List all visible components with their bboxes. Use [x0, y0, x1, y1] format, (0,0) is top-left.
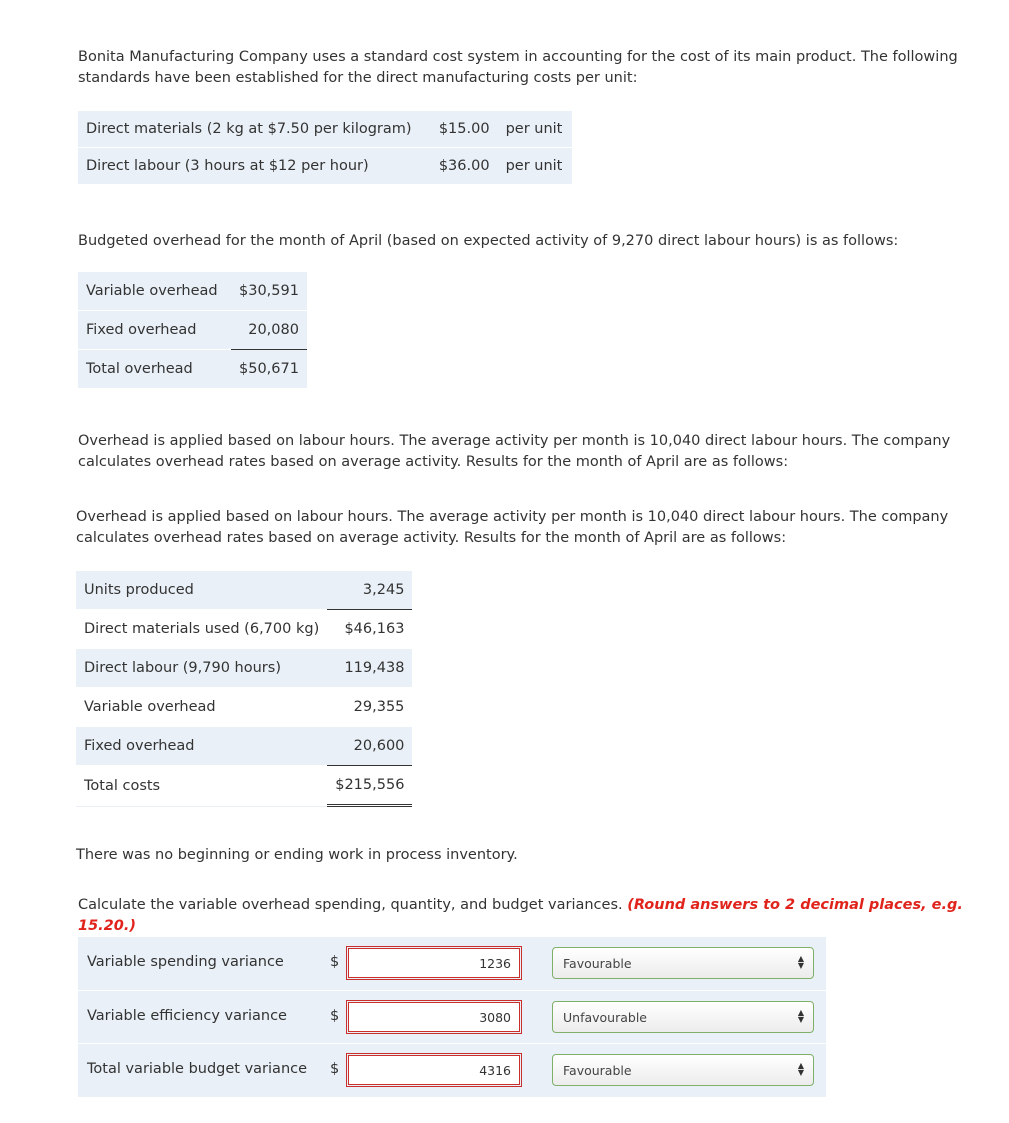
result-amount: 3,245	[327, 571, 412, 610]
instruction-text: Calculate the variable overhead spending, quantity, and budget variances.	[78, 897, 623, 913]
table-row	[78, 350, 307, 389]
result-amount: 119,438	[327, 649, 412, 688]
table-row	[78, 111, 572, 148]
overhead-amount: 20,080	[231, 311, 307, 350]
overhead-amount: $30,591	[231, 272, 307, 311]
answer-label: Variable spending variance	[87, 954, 284, 970]
overhead-label: Fixed overhead	[78, 311, 231, 350]
select-value: Favourable	[563, 1063, 632, 1078]
answer-label: Variable efficiency variance	[87, 1008, 287, 1024]
budgeted-overhead-table	[78, 272, 307, 388]
answer-label: Total variable budget variance	[87, 1061, 308, 1077]
answer-row-efficiency	[78, 990, 826, 1044]
answer-row-total	[78, 1043, 826, 1097]
select-arrows-icon: ▲ ▼	[797, 1008, 804, 1024]
table-row	[76, 766, 412, 806]
result-label: Units produced	[76, 571, 327, 610]
standard-label: Direct materials (2 kg at $7.50 per kilogram)	[78, 111, 420, 148]
total-variance-input[interactable]: 4316	[348, 1055, 520, 1085]
budget-intro: Budgeted overhead for the month of April (based on expected activity of 9,270 direct labour hours) is as follows:	[78, 233, 899, 249]
result-label: Direct labour (9,790 hours)	[76, 649, 327, 688]
applied-paragraph-1: Overhead is applied based on labour hours. The average activity per month is 10,040 direct labour hours. The company calculates overhead rates based on average activity. Results for the month of April are as follows:	[78, 433, 951, 470]
table-row	[76, 688, 412, 727]
applied-paragraph-2: Overhead is applied based on labour hours. The average activity per month is 10,040 direct labour hours. The company calculates overhead rates based on average activity. Results for the month of April are as follows:	[76, 509, 949, 546]
efficiency-variance-select[interactable]	[552, 1001, 814, 1033]
result-amount: 29,355	[327, 688, 412, 727]
table-row	[78, 148, 572, 185]
april-results-table	[76, 571, 412, 807]
wip-paragraph: There was no beginning or ending work in process inventory.	[76, 847, 518, 863]
result-label: Fixed overhead	[76, 727, 327, 766]
table-row	[76, 571, 412, 610]
currency-symbol: $	[330, 1008, 340, 1024]
standard-unit: per unit	[498, 111, 572, 148]
overhead-amount: $50,671	[239, 361, 299, 377]
standard-unit: per unit	[505, 158, 563, 174]
answer-panel	[78, 937, 826, 1097]
overhead-label: Total overhead	[86, 361, 193, 377]
overhead-label: Variable overhead	[78, 272, 231, 311]
select-value: Favourable	[563, 956, 632, 971]
table-row	[76, 727, 412, 766]
standards-table	[78, 111, 572, 184]
rounding-note: (Round answers to 2 decimal places, e.g. 15.20.)	[78, 897, 963, 934]
standard-amount: $36.00	[438, 158, 490, 174]
standard-amount: $15.00	[420, 111, 498, 148]
result-amount: $215,556	[327, 766, 412, 806]
table-row	[76, 610, 412, 649]
spending-variance-input[interactable]: 1236	[348, 948, 520, 978]
instruction-paragraph	[78, 895, 998, 937]
select-arrows-icon: ▲ ▼	[797, 1061, 804, 1077]
table-row	[78, 272, 307, 311]
result-label: Total costs	[76, 766, 327, 806]
result-label: Variable overhead	[76, 688, 327, 727]
result-amount: 20,600	[327, 727, 412, 766]
result-label: Direct materials used (6,700 kg)	[76, 610, 327, 649]
total-variance-select[interactable]	[552, 1054, 814, 1086]
table-row	[78, 311, 307, 350]
currency-symbol: $	[330, 954, 340, 970]
select-value: Unfavourable	[563, 1010, 647, 1025]
efficiency-variance-input[interactable]: 3080	[348, 1002, 520, 1032]
currency-symbol: $	[330, 1061, 340, 1077]
standard-label: Direct labour (3 hours at $12 per hour)	[86, 158, 369, 174]
result-amount: $46,163	[327, 610, 412, 649]
spending-variance-select[interactable]	[552, 947, 814, 979]
intro-paragraph: Bonita Manufacturing Company uses a standard cost system in accounting for the cost of its main product. The following standards have been established for the direct manufacturing costs per unit:	[78, 49, 958, 86]
select-arrows-icon: ▲ ▼	[797, 954, 804, 970]
table-row	[76, 649, 412, 688]
answer-row-spending	[78, 937, 826, 990]
